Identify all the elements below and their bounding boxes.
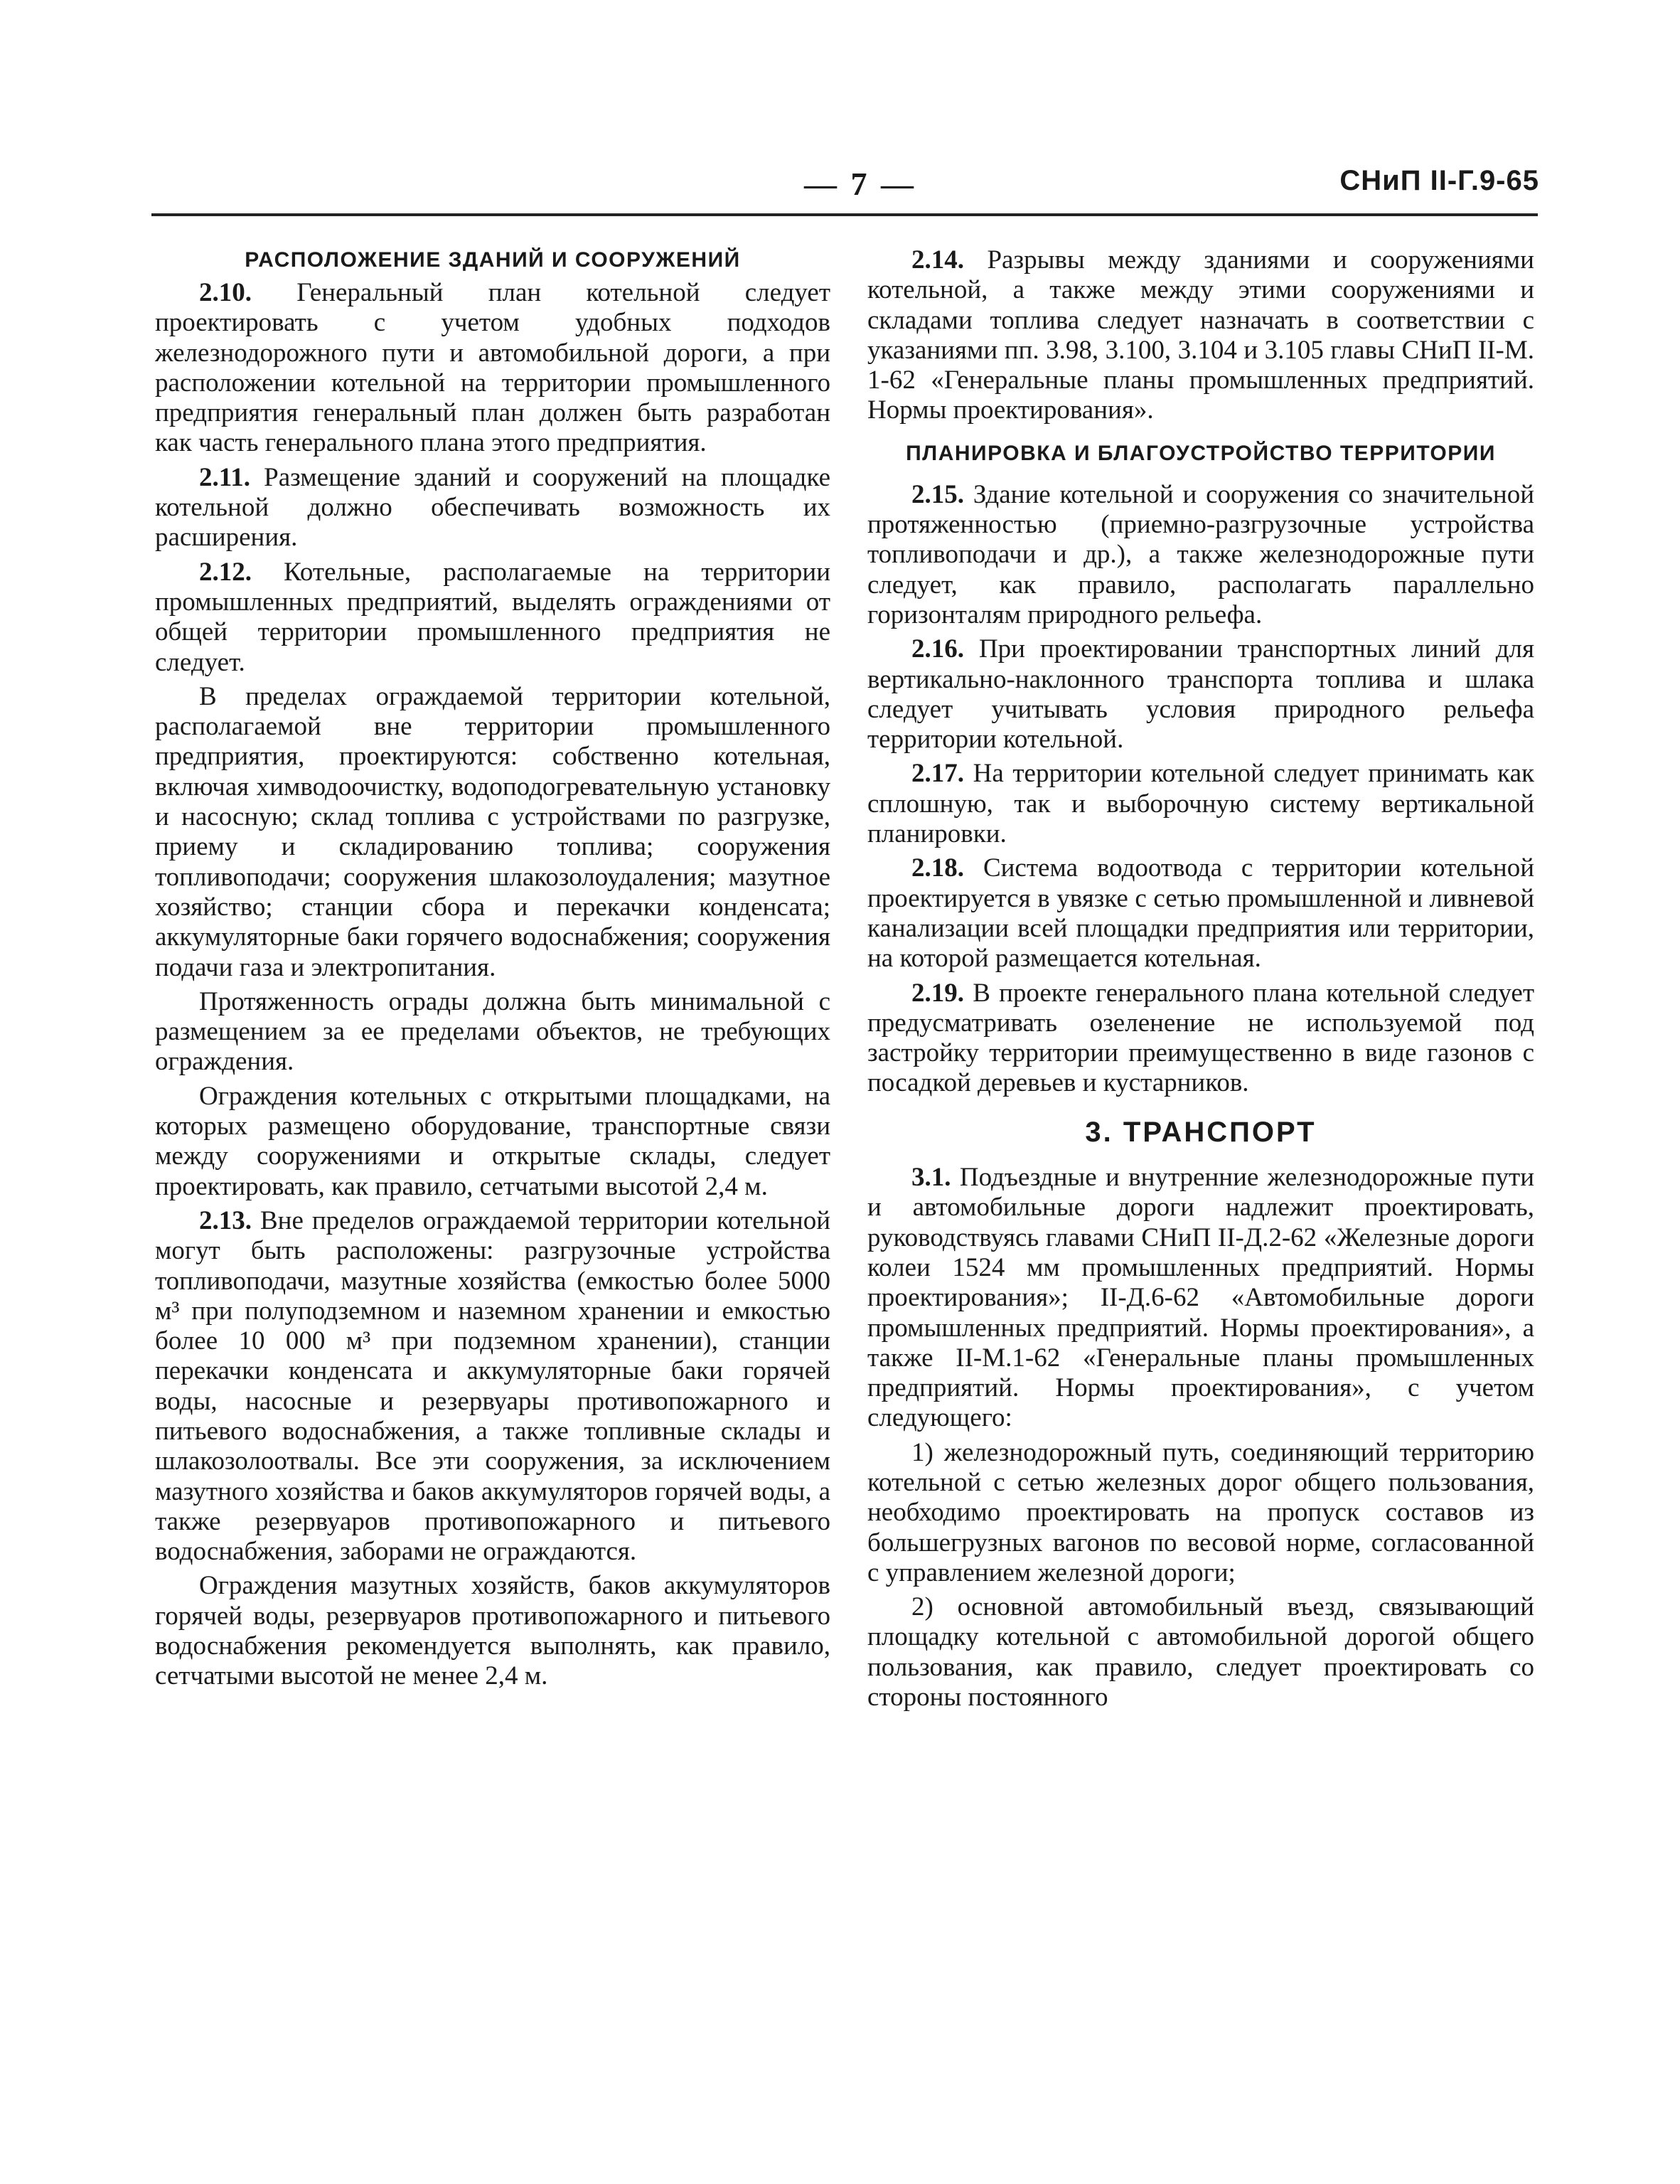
section-heading-transport: 3. ТРАНСПОРТ bbox=[1085, 1116, 1317, 1148]
left-column bbox=[155, 245, 830, 1696]
paragraph-2-12 bbox=[155, 558, 830, 678]
list-item-2: 2) основной автомобильный въезд, связывающий площадку котельной с автомобильной дорогой общего пользования, как правило, следует проектировать со стороны постоянного bbox=[867, 1592, 1534, 1712]
paragraph-number: 2.12. bbox=[199, 557, 252, 587]
header-rule bbox=[151, 213, 1538, 216]
paragraph-number: 2.19. bbox=[911, 978, 964, 1008]
paragraph-text: На территории котельной следует принимать как сплошную, так и выборочную систему вертикальной планировки. bbox=[867, 759, 1535, 849]
paragraph-number: 2.18. bbox=[911, 853, 964, 883]
paragraph-text: При проектировании транспортных линий для вертикально-наклонного транспорта топлива и шлака следует учитывать условия природного рельефа территории котельной. bbox=[867, 634, 1534, 755]
paragraph-number: 3.1. bbox=[911, 1163, 951, 1193]
paragraph-fence-length: Протяженность ограды должна быть минимальной с размещением за ее пределами объектов, не требующих ограждения. bbox=[155, 986, 830, 1077]
paragraph-2-15 bbox=[867, 480, 1534, 630]
paragraph-number: 2.15. bbox=[911, 479, 964, 509]
paragraph-2-10 bbox=[155, 278, 830, 459]
paragraph-3-1 bbox=[867, 1163, 1534, 1434]
paragraph-text: Размещение зданий и сооружений на площадке котельной должно обеспечивать возможность их расширения. bbox=[155, 462, 830, 553]
paragraph-2-17 bbox=[867, 759, 1534, 849]
paragraph-text: Разрывы между зданиями и сооружениями котельной, а также между этими сооружениями и складами топлива следует назначать в соответствии с указаниями пп. 3.98, 3.100, 3.104 и 3.105 главы СНиП II-М. 1-62 «Генеральные планы промышленных предприятий. Нормы проектирования». bbox=[867, 245, 1534, 425]
paragraph-number: 2.14. bbox=[911, 245, 964, 275]
document-code: СНиП II-Г.9-65 bbox=[1339, 165, 1539, 196]
spacer bbox=[867, 472, 1534, 480]
paragraph-mazut-fences: Ограждения мазутных хозяйств, баков аккумуляторов горячей воды, резервуаров противопожарного и питьевого водоснабжения рекомендуется выполнять, как правило, сетчатыми высотой не менее 2,4 м. bbox=[155, 1571, 830, 1691]
paragraph-2-11 bbox=[155, 463, 830, 553]
section-heading-buildings: РАСПОЛОЖЕНИЕ ЗДАНИЙ И СООРУЖЕНИЙ bbox=[245, 248, 741, 272]
paragraph-text: В проекте генерального плана котельной следует предусматривать озеленение не используемой под застройку территории преимущественно в виде газонов с посадкой деревьев и кустарников. bbox=[867, 978, 1534, 1098]
paragraph-number: 2.16. bbox=[911, 634, 964, 664]
paragraph-number: 2.13. bbox=[199, 1205, 252, 1235]
paragraph-2-13 bbox=[155, 1206, 830, 1567]
paragraph-2-18 bbox=[867, 853, 1534, 974]
paragraph-text: Котельные, располагаемые на территории промышленных предприятий, выделять ограждениями от общей территории промышленного предприятия не следует. bbox=[155, 557, 830, 677]
paragraph-open-areas: Ограждения котельных с открытыми площадками, на которых размещено оборудование, транспортные связи между сооружениями и открытые склады, следует проектировать, как правило, сетчатыми высотой 2,4 м. bbox=[155, 1081, 830, 1201]
paragraph-2-19 bbox=[867, 979, 1534, 1099]
paragraph-text: Система водоотвода с территории котельной проектируется в увязке с сетью промышленной и ливневой канализации всей площадки предприятия или территории, на которой размещается котельная. bbox=[867, 853, 1535, 974]
paragraph-number: 2.10. bbox=[199, 278, 252, 307]
paragraph-number: 2.17. bbox=[911, 759, 964, 789]
paragraph-2-14 bbox=[867, 245, 1534, 426]
paragraph-text: Здание котельной и сооружения со значительной протяженностью (приемно-разгрузочные устройства топливоподачи и др.), а также железнодорожные пути следует, как правило, располагать параллельно горизонталям природного рельефа. bbox=[867, 479, 1534, 629]
paragraph-number: 2.11. bbox=[199, 462, 250, 492]
right-column bbox=[867, 245, 1534, 1717]
page-number: — 7 — bbox=[804, 166, 916, 202]
spacer bbox=[867, 430, 1534, 439]
paragraph-text: Генеральный план котельной следует проектировать с учетом удобных подходов железнодорожного пути и автомобильной дороги, а при расположении котельной на территории промышленного предприятия генеральный план должен быть разработан как часть генерального плана этого предприятия. bbox=[155, 278, 830, 458]
list-item-1: 1) железнодорожный путь, соединяющий территорию котельной с сетью железных дорог общего пользования, необходимо проектировать на пропуск составов из большегрузных вагонов по весовой норме, согласованной с управлением железной дороги; bbox=[867, 1437, 1534, 1587]
paragraph-text: Подъездные и внутренние железнодорожные пути и автомобильные дороги надлежит проектировать, руководствуясь главами СНиП II-Д.2-62 «Железные дороги колеи 1524 мм промышленных предприятий. Нормы проектирования»; II-Д.6-62 «Автомобильные дороги промышленных предприятий. Нормы проектирования», а также II-М.1-62 «Генеральные планы промышленных предприятий. Нормы проектирования», с учетом следующего: bbox=[867, 1163, 1534, 1433]
paragraph-fenced-territory: В пределах ограждаемой территории котельной, располагаемой вне территории промышленного предприятия, проектируются: собственно котельная, включая химводоочистку, водоподогревательную установку и насосную; склад топлива с устройствами по разгрузке, приему и складированию топлива; сооружения топливоподачи; сооружения шлакозолоудаления; мазутное хозяйство; станции сбора и перекачки конденсата; аккумуляторные баки горячего водоснабжения; сооружения подачи газа и электропитания. bbox=[155, 681, 830, 982]
section-heading-planning: ПЛАНИРОВКА И БЛАГОУСТРОЙСТВО ТЕРРИТОРИИ bbox=[906, 441, 1496, 465]
paragraph-2-16 bbox=[867, 634, 1534, 755]
paragraph-text: Вне пределов ограждаемой территории котельной могут быть расположены: разгрузочные устройства топливоподачи, мазутные хозяйства (емкостью более 5000 м³ при полуподземном и наземном хранении и емкостью более 10 000 м³ при подземном хранении), станции перекачки конденсата и аккумуляторные баки горячей воды, насосные и резервуары противопожарного и питьевого водоснабжения, а также топливные склады и шлакозолоотвалы. Все эти сооружения, за исключением мазутного хозяйства и баков аккумуляторов горячей воды, а также резервуаров противопожарного и питьевого водоснабжения, заборами не ограждаются. bbox=[155, 1205, 831, 1567]
